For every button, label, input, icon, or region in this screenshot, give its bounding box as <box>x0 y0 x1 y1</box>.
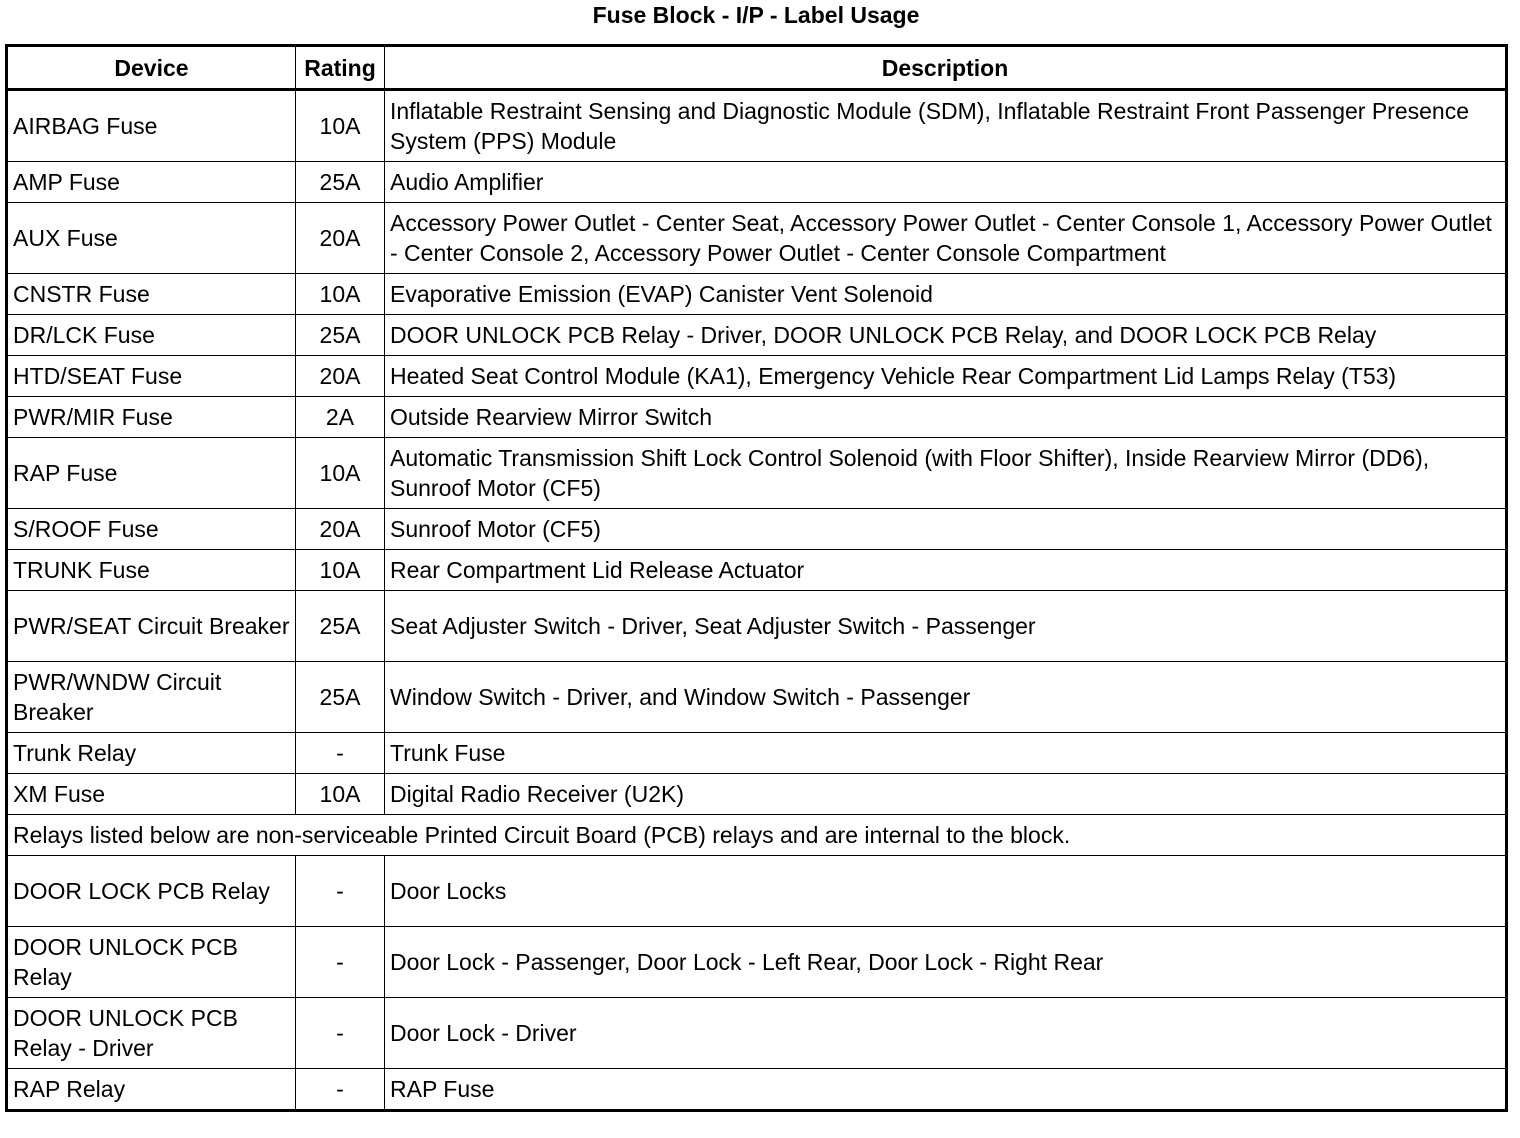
rating-cell: 10A <box>296 550 385 591</box>
description-cell: Accessory Power Outlet - Center Seat, Accessory Power Outlet - Center Console 1, Accessory Power Outlet - Center Console 2, Accessory Power Outlet - Center Console Compartment <box>385 203 1507 274</box>
rating-cell: 10A <box>296 438 385 509</box>
description-cell: Heated Seat Control Module (KA1), Emergency Vehicle Rear Compartment Lid Lamps Relay (T53) <box>385 356 1507 397</box>
table-row <box>7 397 1507 438</box>
description-cell: Window Switch - Driver, and Window Switch - Passenger <box>385 662 1507 733</box>
rating-cell: 20A <box>296 356 385 397</box>
rating-cell: 25A <box>296 315 385 356</box>
device-cell: PWR/SEAT Circuit Breaker <box>7 591 296 662</box>
column-header-rating: Rating <box>296 46 385 90</box>
description-cell: Sunroof Motor (CF5) <box>385 509 1507 550</box>
device-cell: AIRBAG Fuse <box>7 90 296 162</box>
description-cell: Seat Adjuster Switch - Driver, Seat Adjuster Switch - Passenger <box>385 591 1507 662</box>
device-cell: S/ROOF Fuse <box>7 509 296 550</box>
description-cell: Rear Compartment Lid Release Actuator <box>385 550 1507 591</box>
description-cell: Audio Amplifier <box>385 162 1507 203</box>
table-row <box>7 662 1507 733</box>
rating-cell: - <box>296 927 385 998</box>
relay-note-row <box>7 815 1507 856</box>
device-cell: RAP Relay <box>7 1069 296 1111</box>
device-cell: PWR/WNDW Circuit Breaker <box>7 662 296 733</box>
device-cell: RAP Fuse <box>7 438 296 509</box>
fuse-usage-table <box>5 44 1508 1112</box>
description-cell: Digital Radio Receiver (U2K) <box>385 774 1507 815</box>
rating-cell: - <box>296 856 385 927</box>
table-row <box>7 162 1507 203</box>
rating-cell: 20A <box>296 203 385 274</box>
rating-cell: - <box>296 998 385 1069</box>
table-row <box>7 274 1507 315</box>
device-cell: AMP Fuse <box>7 162 296 203</box>
page-title: Fuse Block - I/P - Label Usage <box>592 2 920 28</box>
table-row <box>7 203 1507 274</box>
table-row <box>7 774 1507 815</box>
table-row <box>7 509 1507 550</box>
table-row <box>7 438 1507 509</box>
rating-cell: - <box>296 1069 385 1111</box>
description-cell: RAP Fuse <box>385 1069 1507 1111</box>
description-cell: DOOR UNLOCK PCB Relay - Driver, DOOR UNLOCK PCB Relay, and DOOR LOCK PCB Relay <box>385 315 1507 356</box>
device-cell: Trunk Relay <box>7 733 296 774</box>
table-row <box>7 856 1507 927</box>
device-cell: AUX Fuse <box>7 203 296 274</box>
device-cell: XM Fuse <box>7 774 296 815</box>
description-cell: Evaporative Emission (EVAP) Canister Vent Solenoid <box>385 274 1507 315</box>
device-cell: PWR/MIR Fuse <box>7 397 296 438</box>
table-header-row <box>7 46 1507 90</box>
device-cell: HTD/SEAT Fuse <box>7 356 296 397</box>
description-cell: Door Lock - Driver <box>385 998 1507 1069</box>
device-cell: TRUNK Fuse <box>7 550 296 591</box>
device-cell: DOOR LOCK PCB Relay <box>7 856 296 927</box>
rating-cell: 25A <box>296 162 385 203</box>
rating-cell: 10A <box>296 274 385 315</box>
device-cell: DOOR UNLOCK PCB Relay - Driver <box>7 998 296 1069</box>
description-cell: Inflatable Restraint Sensing and Diagnostic Module (SDM), Inflatable Restraint Front Passenger Presence System (PPS) Module <box>385 90 1507 162</box>
table-row <box>7 591 1507 662</box>
rating-cell: 10A <box>296 90 385 162</box>
column-header-device: Device <box>7 46 296 90</box>
description-cell: Outside Rearview Mirror Switch <box>385 397 1507 438</box>
table-row <box>7 356 1507 397</box>
rating-cell: 10A <box>296 774 385 815</box>
table-row <box>7 315 1507 356</box>
description-cell: Door Lock - Passenger, Door Lock - Left Rear, Door Lock - Right Rear <box>385 927 1507 998</box>
rating-cell: 20A <box>296 509 385 550</box>
table-row <box>7 1069 1507 1111</box>
device-cell: DOOR UNLOCK PCB Relay <box>7 927 296 998</box>
rating-cell: 2A <box>296 397 385 438</box>
description-cell: Trunk Fuse <box>385 733 1507 774</box>
rating-cell: 25A <box>296 662 385 733</box>
rating-cell: 25A <box>296 591 385 662</box>
column-header-description: Description <box>385 46 1507 90</box>
description-cell: Automatic Transmission Shift Lock Control Solenoid (with Floor Shifter), Inside Rearview Mirror (DD6), Sunroof Motor (CF5) <box>385 438 1507 509</box>
table-row <box>7 90 1507 162</box>
relay-note: Relays listed below are non-serviceable Printed Circuit Board (PCB) relays and are internal to the block. <box>7 815 1507 856</box>
table-row <box>7 998 1507 1069</box>
device-cell: DR/LCK Fuse <box>7 315 296 356</box>
rating-cell: - <box>296 733 385 774</box>
description-cell: Door Locks <box>385 856 1507 927</box>
table-row <box>7 927 1507 998</box>
table-row <box>7 733 1507 774</box>
table-row <box>7 550 1507 591</box>
device-cell: CNSTR Fuse <box>7 274 296 315</box>
